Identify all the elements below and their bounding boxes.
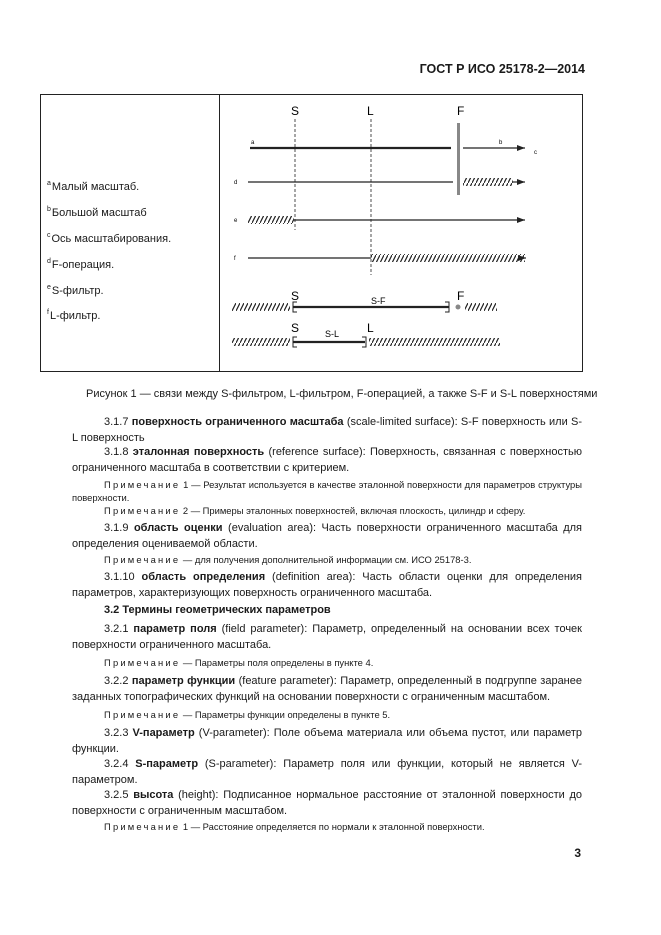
sf-right-hatch bbox=[465, 303, 497, 311]
filter-diagram bbox=[220, 95, 581, 371]
label-f-top: F bbox=[457, 104, 465, 118]
label-sf: S-F bbox=[371, 296, 386, 306]
mark-c: c bbox=[534, 150, 537, 156]
row-e-hatch bbox=[248, 216, 294, 224]
paragraph-3-1-7: 3.1.7 поверхность ограниченного масштаба (scale-limited surface): S-F поверхность или S-L поверхность bbox=[72, 416, 582, 444]
legend-item-d: $^d$F-операция. bbox=[47, 258, 115, 271]
legend-item-f: $^f$L-фильтр. bbox=[47, 309, 101, 322]
row-f-hatch bbox=[371, 254, 525, 262]
paragraph-3-2-4: 3.2.4 S-параметр (S-parameter): Параметр поля или функции, который не является V-параметром. bbox=[72, 758, 582, 786]
document-header: ГОСТ Р ИСО 25178-2—2014 bbox=[419, 62, 585, 76]
paragraph-3-2-2: 3.2.2 параметр функции (feature parameter): Параметр, определенный в подгруппе заранее заданных топографических функций на основании поверхности с ограниченным масштабом. bbox=[72, 675, 582, 703]
f-operation-bar bbox=[457, 123, 460, 195]
page-number: 3 bbox=[574, 846, 581, 860]
paragraph-3-1-8: 3.1.8 эталонная поверхность (reference surface): Поверхность, связанная с поверхностью ограниченного масштаба в соответствии с критерием. bbox=[72, 446, 582, 474]
note-3-2-2: Примечание — Параметры функции определены в пункте 5. bbox=[104, 709, 391, 720]
paragraph-3-2-5: 3.2.5 высота (height): Подписанное нормальное расстояние от эталонной поверхности до поверхности с ограниченным масштабом. bbox=[72, 789, 582, 817]
sf-left-hatch bbox=[232, 303, 290, 311]
note-3-1-8-2: Примечание 2 — Примеры эталонных поверхностей, включая плоскость, цилиндр и сферу. bbox=[104, 505, 526, 516]
note-3-2-5-1: Примечание 1 — Расстояние определяется по нормали к эталонной поверхности. bbox=[104, 821, 485, 832]
mark-b: b bbox=[499, 140, 503, 146]
legend-item-e: $^e$S-фильтр. bbox=[47, 284, 104, 297]
paragraph-3-2-1: 3.2.1 параметр поля (field parameter): Параметр, определенный на основании всех точек поверхности ограниченного масштаба. bbox=[72, 623, 582, 651]
label-s-top: S bbox=[291, 104, 300, 118]
note-3-2-1: Примечание — Параметры поля определены в пункте 4. bbox=[104, 657, 374, 668]
legend-item-c: $^c$Ось масштабирования. bbox=[47, 232, 172, 245]
note-3-1-8-1: Примечание 1 — Результат используется в качестве эталонной поверхности для параметров структуры поверхности. bbox=[72, 479, 582, 503]
legend-item-b: $^b$Большой масштаб bbox=[47, 206, 147, 219]
label-sl: S-L bbox=[325, 329, 340, 339]
paragraph-3-2-3: 3.2.3 V-параметр (V-parameter): Поле объема материала или объема пустот, или параметр функции. bbox=[72, 727, 583, 755]
mark-d: d bbox=[234, 180, 238, 186]
legend-item-a: $^a$Малый масштаб. bbox=[47, 180, 140, 193]
label-s-sf: S bbox=[291, 289, 300, 303]
label-l-top: L bbox=[367, 104, 374, 118]
figure-caption: Рисунок 1 — связи между S-фильтром, L-фильтром, F-операцией, а также S-F и S-L поверхностями bbox=[86, 388, 598, 400]
sl-right-hatch bbox=[369, 338, 500, 346]
note-3-1-9: Примечание — для получения дополнительной информации см. ИСО 25178-3. bbox=[104, 554, 472, 565]
mark-e: e bbox=[234, 218, 238, 224]
figure-1 bbox=[40, 94, 583, 372]
paragraph-3-1-9: 3.1.9 область оценки (evaluation area): Часть поверхности ограниченного масштаба для определения оцениваемой области. bbox=[72, 522, 583, 550]
label-l-sl: L bbox=[367, 321, 374, 335]
paragraph-3-1-10: 3.1.10 область определения (definition area): Часть области оценки для определения параметров, характеризующих поверхность ограниченного масштаба. bbox=[72, 571, 583, 599]
row-d-hatch bbox=[463, 178, 513, 186]
sf-f-marker bbox=[456, 305, 461, 310]
sl-left-hatch bbox=[232, 338, 290, 346]
mark-a: a bbox=[251, 140, 255, 146]
label-s-sl: S bbox=[291, 321, 300, 335]
label-f-sf: F bbox=[457, 289, 465, 303]
mark-f: f bbox=[234, 256, 236, 262]
section-heading-3-2: 3.2 Термины геометрических параметров bbox=[104, 604, 331, 616]
